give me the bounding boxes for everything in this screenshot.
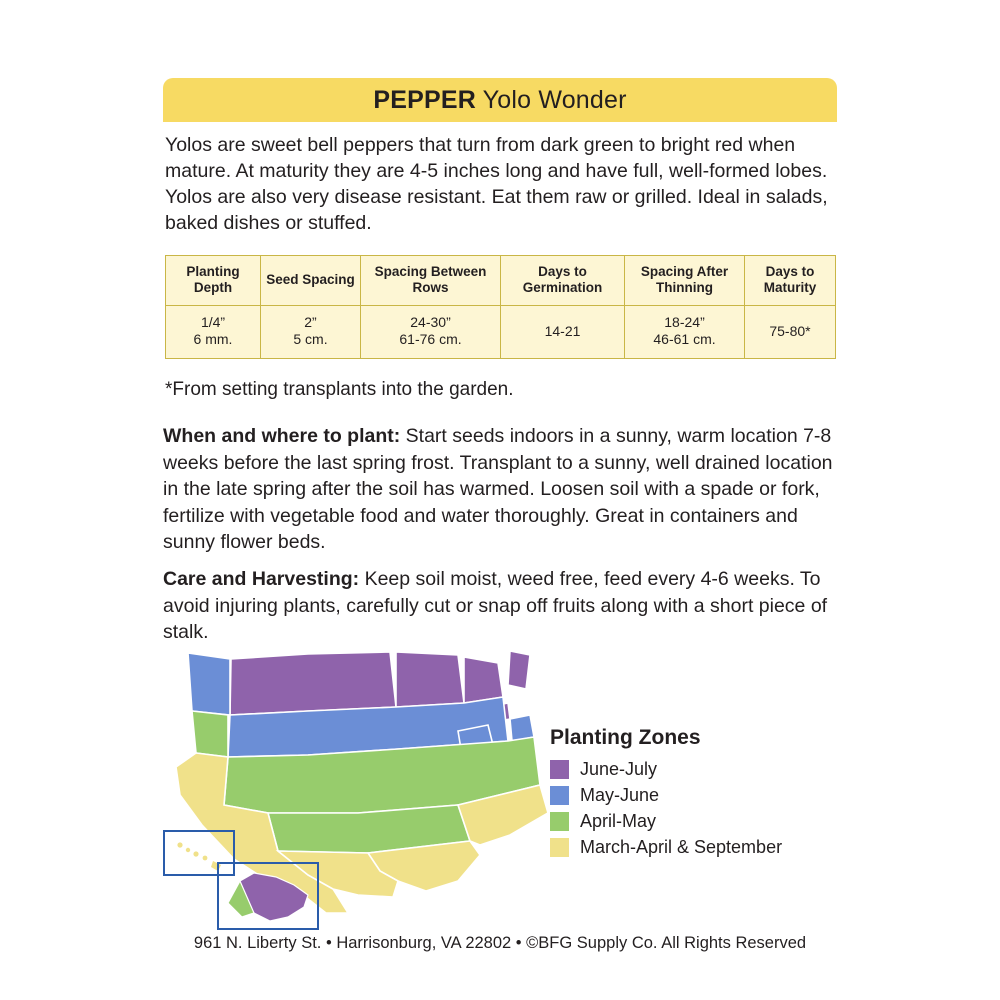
planting-spec-table <box>165 255 836 359</box>
cell-seed-spacing <box>261 306 361 359</box>
legend-swatch-icon <box>550 812 569 831</box>
section-heading: When and where to plant: <box>163 425 401 447</box>
zone-june-july-region <box>396 652 464 707</box>
intro-paragraph: Yolos are sweet bell peppers that turn from dark green to bright red when mature. At maturity they are 4-5 inches long and have full, well-formed lobes. Yolos are also very disease resistant. Eat them raw or grilled. Ideal in salads, baked dishes or stuffed. <box>165 134 828 234</box>
legend-item-label: May-June <box>580 785 660 805</box>
column-header-planting-depth: Planting Depth <box>166 256 261 306</box>
legend-item-june-july <box>550 759 850 779</box>
column-header-seed-spacing: Seed Spacing <box>261 256 361 306</box>
zone-june-july-region <box>464 657 503 703</box>
legend-swatch-icon <box>550 786 569 805</box>
cell-value-secondary: 6 mm. <box>193 331 233 347</box>
cell-value-secondary: 5 cm. <box>293 331 328 347</box>
cell-value-primary: 18-24” <box>664 314 705 330</box>
cell-value-primary: 1/4” <box>200 314 226 330</box>
section-care-and-harvesting <box>163 566 841 646</box>
cell-days-to-maturity <box>745 306 836 359</box>
legend-item-label: June-July <box>580 759 658 779</box>
cell-value-secondary: 61-76 cm. <box>399 331 462 347</box>
cell-value-primary: 24-30” <box>410 314 451 330</box>
zone-june-july-region <box>508 651 530 689</box>
legend-item-label: April-May <box>580 811 657 831</box>
legend-swatch-icon <box>550 838 569 857</box>
legend-item-march-april-september <box>550 837 850 857</box>
planting-zone-map <box>158 645 558 930</box>
legend-swatch-icon <box>550 760 569 779</box>
section-body: Start seeds indoors in a sunny, warm location 7-8 weeks before the last spring frost. Transplant to a sunny, well drained location in the late spring after the soil has warmed. Loosen soil with a spade or fork, fertilize with vegetable food and water thoroughly. Great in containers and sunny flower beds. <box>163 425 833 553</box>
cell-value-primary: 14-21 <box>544 322 581 339</box>
footer-copyright: 961 N. Liberty St. • Harrisonburg, VA 22802 • ©BFG Supply Co. All Rights Reserved <box>193 934 807 952</box>
zone-april-may-region <box>192 711 228 757</box>
table-header-row <box>166 256 836 306</box>
table-footnote: *From setting transplants into the garden. <box>165 379 514 400</box>
legend-item-may-june <box>550 785 850 805</box>
cell-days-to-germination <box>501 306 625 359</box>
crop-name: PEPPER <box>373 85 476 114</box>
column-header-spacing-between-rows: Spacing Between Rows <box>361 256 501 306</box>
legend-item-label: March-April & September <box>580 837 783 857</box>
page-title <box>373 86 626 115</box>
section-heading: Care and Harvesting: <box>163 568 360 590</box>
column-header-days-to-maturity: Days to Maturity <box>745 256 836 306</box>
cell-value-primary: 2” <box>304 314 317 330</box>
table-row <box>166 306 836 359</box>
usa-map-svg <box>158 645 558 930</box>
section-when-and-where-to-plant <box>163 423 841 556</box>
zone-june-july-region <box>230 652 396 715</box>
cell-value-primary: 75-80* <box>769 322 811 339</box>
column-header-spacing-after-thinning: Spacing After Thinning <box>625 256 745 306</box>
variety-name: Yolo Wonder <box>482 85 627 114</box>
header-banner <box>163 78 837 122</box>
legend-title: Planting Zones <box>550 726 701 749</box>
cell-spacing-after-thinning <box>625 306 745 359</box>
legend-item-april-may <box>550 811 850 831</box>
cell-spacing-between-rows <box>361 306 501 359</box>
map-legend <box>550 726 850 863</box>
section-body: Keep soil moist, weed free, feed every 4-6 weeks. To avoid injuring plants, carefully cut or snap off fruits along with a short piece of stalk. <box>163 568 828 643</box>
column-header-days-to-germination: Days to Germination <box>501 256 625 306</box>
cell-planting-depth <box>166 306 261 359</box>
zone-may-june-region <box>188 653 230 715</box>
cell-value-secondary: 46-61 cm. <box>653 331 716 347</box>
